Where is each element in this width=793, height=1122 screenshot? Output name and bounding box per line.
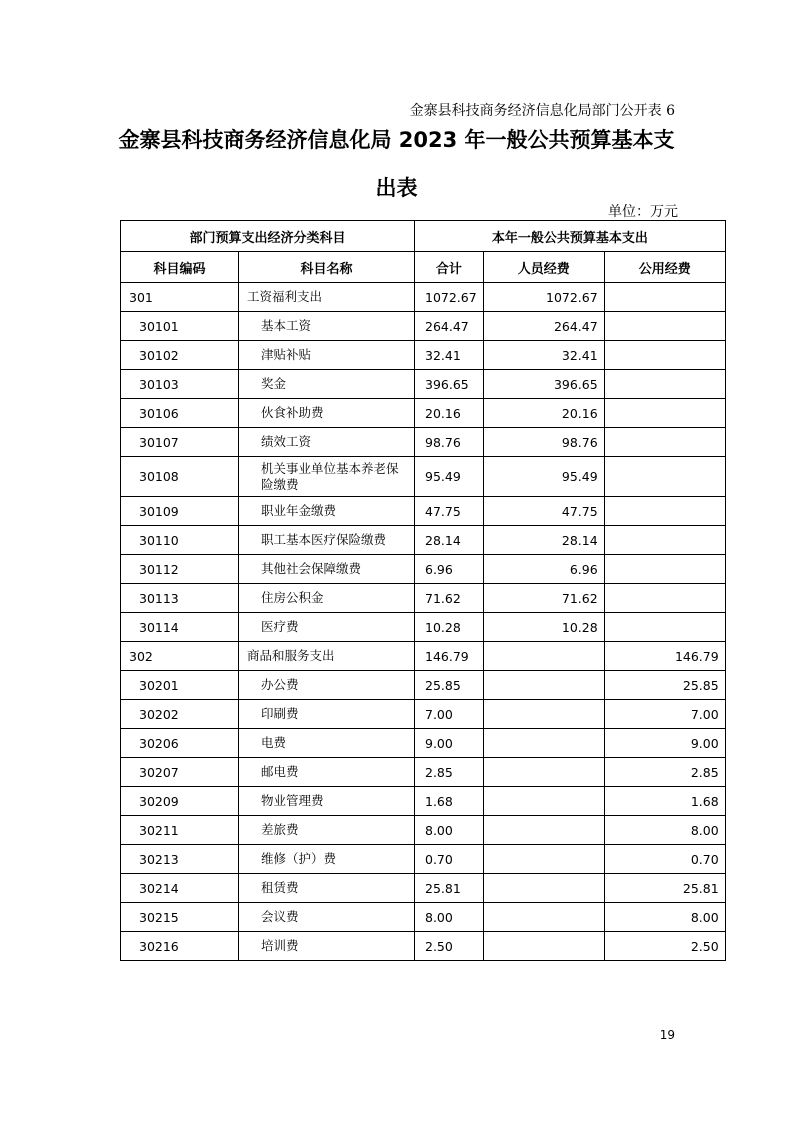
- total-cell: 28.14: [415, 526, 484, 555]
- public-cell: [604, 555, 725, 584]
- name-cell: 差旅费: [239, 816, 415, 845]
- code-cell: 302: [121, 642, 239, 671]
- personnel-cell: [483, 816, 604, 845]
- table-row: [121, 457, 726, 497]
- personnel-cell: 20.16: [483, 399, 604, 428]
- personnel-cell: [483, 671, 604, 700]
- code-cell: 30112: [121, 555, 239, 584]
- name-cell: 邮电费: [239, 758, 415, 787]
- public-cell: [604, 370, 725, 399]
- name-cell: 印刷费: [239, 700, 415, 729]
- col-header-personnel: 人员经费: [483, 252, 604, 283]
- name-cell: 机关事业单位基本养老保险缴费: [239, 457, 415, 497]
- personnel-cell: 32.41: [483, 341, 604, 370]
- table-row: [121, 283, 726, 312]
- public-cell: [604, 312, 725, 341]
- total-cell: 32.41: [415, 341, 484, 370]
- name-cell: 奖金: [239, 370, 415, 399]
- total-cell: 8.00: [415, 903, 484, 932]
- personnel-cell: 98.76: [483, 428, 604, 457]
- personnel-cell: 396.65: [483, 370, 604, 399]
- name-cell: 职业年金缴费: [239, 497, 415, 526]
- public-cell: [604, 497, 725, 526]
- code-cell: 30101: [121, 312, 239, 341]
- table-row: [121, 932, 726, 961]
- total-cell: 8.00: [415, 816, 484, 845]
- total-cell: 1072.67: [415, 283, 484, 312]
- code-cell: 30107: [121, 428, 239, 457]
- name-cell: 其他社会保障缴费: [239, 555, 415, 584]
- table-row: [121, 787, 726, 816]
- name-cell: 会议费: [239, 903, 415, 932]
- name-cell: 租赁费: [239, 874, 415, 903]
- table-row: [121, 642, 726, 671]
- table-row: [121, 399, 726, 428]
- code-cell: 30109: [121, 497, 239, 526]
- total-cell: 2.50: [415, 932, 484, 961]
- code-cell: 301: [121, 283, 239, 312]
- personnel-cell: [483, 874, 604, 903]
- col-header-total: 合计: [415, 252, 484, 283]
- code-cell: 30106: [121, 399, 239, 428]
- name-cell: 电费: [239, 729, 415, 758]
- code-cell: 30102: [121, 341, 239, 370]
- table-row: [121, 555, 726, 584]
- group-header-right: 本年一般公共预算基本支出: [415, 221, 726, 252]
- total-cell: 146.79: [415, 642, 484, 671]
- table-row: [121, 497, 726, 526]
- code-cell: 30114: [121, 613, 239, 642]
- col-header-public: 公用经费: [604, 252, 725, 283]
- code-cell: 30103: [121, 370, 239, 399]
- public-cell: 7.00: [604, 700, 725, 729]
- table-row: [121, 845, 726, 874]
- public-cell: [604, 428, 725, 457]
- name-cell: 职工基本医疗保险缴费: [239, 526, 415, 555]
- code-cell: 30108: [121, 457, 239, 497]
- table-row: [121, 758, 726, 787]
- personnel-cell: 6.96: [483, 555, 604, 584]
- total-cell: 25.85: [415, 671, 484, 700]
- total-cell: 6.96: [415, 555, 484, 584]
- total-cell: 396.65: [415, 370, 484, 399]
- name-cell: 维修（护）费: [239, 845, 415, 874]
- public-cell: [604, 341, 725, 370]
- personnel-cell: [483, 642, 604, 671]
- personnel-cell: [483, 729, 604, 758]
- personnel-cell: [483, 932, 604, 961]
- total-cell: 9.00: [415, 729, 484, 758]
- budget-table: [120, 220, 726, 961]
- page-title-line2: 出表: [375, 176, 418, 200]
- page-number: 19: [659, 1028, 675, 1042]
- name-cell: 商品和服务支出: [239, 642, 415, 671]
- personnel-cell: 95.49: [483, 457, 604, 497]
- personnel-cell: [483, 700, 604, 729]
- table-row: [121, 526, 726, 555]
- total-cell: 71.62: [415, 584, 484, 613]
- table-row: [121, 428, 726, 457]
- total-cell: 2.85: [415, 758, 484, 787]
- group-header-left: 部门预算支出经济分类科目: [121, 221, 415, 252]
- unit-label: 单位：万元: [608, 204, 678, 220]
- name-cell: 办公费: [239, 671, 415, 700]
- total-cell: 0.70: [415, 845, 484, 874]
- col-header-code: 科目编码: [121, 252, 239, 283]
- total-cell: 98.76: [415, 428, 484, 457]
- total-cell: 25.81: [415, 874, 484, 903]
- code-cell: 30110: [121, 526, 239, 555]
- total-cell: 95.49: [415, 457, 484, 497]
- public-cell: 1.68: [604, 787, 725, 816]
- code-cell: 30209: [121, 787, 239, 816]
- table-row: [121, 903, 726, 932]
- name-cell: 住房公积金: [239, 584, 415, 613]
- public-cell: 8.00: [604, 903, 725, 932]
- name-cell: 津贴补贴: [239, 341, 415, 370]
- personnel-cell: [483, 758, 604, 787]
- public-cell: 146.79: [604, 642, 725, 671]
- code-cell: 30214: [121, 874, 239, 903]
- personnel-cell: 1072.67: [483, 283, 604, 312]
- name-cell: 培训费: [239, 932, 415, 961]
- personnel-cell: 264.47: [483, 312, 604, 341]
- public-cell: [604, 584, 725, 613]
- table-row: [121, 671, 726, 700]
- table-row: [121, 816, 726, 845]
- code-cell: 30202: [121, 700, 239, 729]
- total-cell: 47.75: [415, 497, 484, 526]
- table-row: [121, 729, 726, 758]
- table-row: [121, 341, 726, 370]
- code-cell: 30216: [121, 932, 239, 961]
- name-cell: 基本工资: [239, 312, 415, 341]
- code-cell: 30201: [121, 671, 239, 700]
- table-row: [121, 312, 726, 341]
- name-cell: 伙食补助费: [239, 399, 415, 428]
- table-body: [121, 283, 726, 961]
- public-cell: [604, 283, 725, 312]
- name-cell: 工资福利支出: [239, 283, 415, 312]
- table-row: [121, 874, 726, 903]
- public-cell: 25.85: [604, 671, 725, 700]
- code-cell: 30215: [121, 903, 239, 932]
- header-note: 金寨县科技商务经济信息化局部门公开表 6: [409, 103, 675, 119]
- code-cell: 30207: [121, 758, 239, 787]
- public-cell: 2.50: [604, 932, 725, 961]
- public-cell: 2.85: [604, 758, 725, 787]
- public-cell: 0.70: [604, 845, 725, 874]
- personnel-cell: 71.62: [483, 584, 604, 613]
- personnel-cell: 10.28: [483, 613, 604, 642]
- total-cell: 20.16: [415, 399, 484, 428]
- public-cell: [604, 399, 725, 428]
- public-cell: 25.81: [604, 874, 725, 903]
- page-title-line1: 金寨县科技商务经济信息化局 2023 年一般公共预算基本支: [118, 128, 675, 152]
- public-cell: [604, 457, 725, 497]
- personnel-cell: [483, 787, 604, 816]
- total-cell: 7.00: [415, 700, 484, 729]
- public-cell: 9.00: [604, 729, 725, 758]
- personnel-cell: 28.14: [483, 526, 604, 555]
- personnel-cell: 47.75: [483, 497, 604, 526]
- public-cell: [604, 613, 725, 642]
- public-cell: 8.00: [604, 816, 725, 845]
- table-row: [121, 584, 726, 613]
- code-cell: 30113: [121, 584, 239, 613]
- name-cell: 医疗费: [239, 613, 415, 642]
- name-cell: 绩效工资: [239, 428, 415, 457]
- code-cell: 30211: [121, 816, 239, 845]
- code-cell: 30213: [121, 845, 239, 874]
- public-cell: [604, 526, 725, 555]
- table-row: [121, 700, 726, 729]
- name-cell: 物业管理费: [239, 787, 415, 816]
- col-header-name: 科目名称: [239, 252, 415, 283]
- total-cell: 264.47: [415, 312, 484, 341]
- personnel-cell: [483, 845, 604, 874]
- total-cell: 10.28: [415, 613, 484, 642]
- personnel-cell: [483, 903, 604, 932]
- table-row: [121, 370, 726, 399]
- table-row: [121, 613, 726, 642]
- code-cell: 30206: [121, 729, 239, 758]
- total-cell: 1.68: [415, 787, 484, 816]
